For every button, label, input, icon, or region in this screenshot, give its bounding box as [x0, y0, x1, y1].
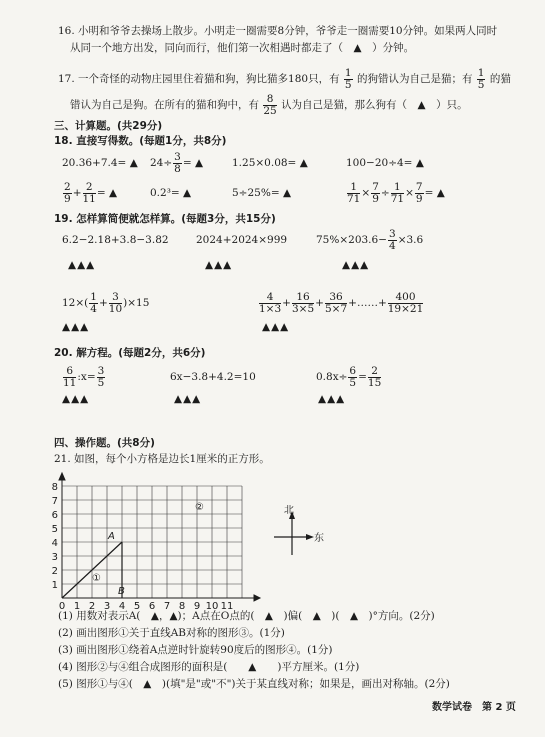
q18-item-5: $\frac{2}{9}$ + $\frac{2}{11}$ = ▲: [64, 180, 118, 205]
q20-item-3: 0.8x÷ $\frac{6}{5}$ = $\frac{2}{15}$: [316, 364, 382, 389]
q18-item-7: 5÷25%= ▲: [232, 187, 292, 199]
q18-item-6: 0.2³= ▲: [150, 187, 192, 199]
q18-item-8: $\frac{1}{71}$ × $\frac{7}{9}$ ÷ $\frac{1}{71}$ × $\frac{7}{9}$ = ▲: [347, 180, 445, 205]
q21-grid-figure: [40, 470, 270, 610]
section4-title: 四、操作题。(共8分): [54, 437, 155, 449]
q16-line1: 16. 小明和爷爷去操场上散步。小明走一圈需要8分钟，爷爷走一圈需要10分钟。如果两人同时: [58, 25, 498, 37]
y-label-6: 6: [51, 510, 58, 521]
q19-item-2: 2024+2024×999: [196, 234, 288, 246]
q17-line1: [58, 66, 511, 92]
q19-item-3: 75%×203.6− $\frac{3}{4}$ ×3.6: [316, 227, 424, 252]
x-label-1: 1: [73, 601, 81, 610]
q17-line2: [70, 92, 468, 118]
axes: [59, 473, 260, 601]
q17-text-d: 错认为自己是狗。在所有的猫和狗中，有: [70, 99, 259, 111]
q21-sub-2: (2) 画出图形①关于直线AB对称的图形③。(1分): [58, 627, 285, 639]
y-label-7: 7: [51, 496, 58, 507]
q17-text-a: 17. 一个奇怪的动物庄园里住着猫和狗，狗比猫多180只，有: [58, 73, 340, 85]
q20-title: 20. 解方程。(每题2分，共6分): [54, 347, 206, 359]
q21-sub-4: (4) 图形②与④组合成图形的面积是( ▲ )平方厘米。(1分): [58, 661, 360, 673]
q21-sub-3: (3) 画出图形①绕着A点逆时针旋转90度后的图形④。(1分): [58, 644, 333, 656]
y-axis-labels: [52, 482, 58, 591]
x-label-2: 2: [88, 601, 96, 610]
point-A-label: A: [108, 531, 115, 542]
y-label-3: 3: [51, 552, 58, 563]
q20-item-1: $\frac{6}{11}$ :x= $\frac{3}{5}$: [63, 364, 105, 389]
q17-text-e: 认为自己是猫，那么狗有（ ▲ ）只。: [281, 99, 468, 111]
x-label-0: 0: [58, 601, 66, 610]
q18-item-3: 1.25×0.08= ▲: [232, 157, 308, 169]
q17-fraction-3: $\frac{8}{25}$: [263, 92, 277, 117]
x-label-7: 7: [163, 601, 171, 610]
q17-text-c: 的猫: [489, 73, 511, 85]
q18-item-2: 24÷ $\frac{3}{8}$ = ▲: [150, 150, 204, 175]
q21-title: 21. 如图，每个小方格是边长1厘米的正方形。: [54, 453, 270, 465]
q20-answer-1: ▲▲▲: [62, 393, 90, 405]
q17-text-b: 的狗错认为自己是猫；有: [356, 73, 473, 85]
q18-item-1: 20.36+7.4= ▲: [62, 157, 138, 169]
q19-item-4: 12×( $\frac{1}{4}$ + $\frac{3}{10}$ )×15: [62, 290, 150, 315]
compass-north-label: 北: [284, 505, 294, 516]
q20-answer-3: ▲▲▲: [318, 393, 346, 405]
y-label-5: 5: [51, 524, 58, 535]
q20-item-2: 6x−3.8+4.2=10: [170, 371, 256, 383]
x-label-6: 6: [148, 601, 156, 610]
q19-answer-5: ▲▲▲: [262, 321, 290, 333]
q19-title: 19. 怎样算简便就怎样算。(每题3分，共15分): [54, 213, 276, 225]
page-footer: 数学试卷 第 2 页: [432, 702, 516, 713]
section3-title: 三、计算题。(共29分): [54, 120, 163, 132]
compass: [270, 505, 330, 565]
q18-title: 18. 直接写得数。(每题1分，共8分): [54, 135, 227, 147]
y-label-2: 2: [51, 566, 58, 577]
q19-answer-2: ▲▲▲: [205, 259, 233, 271]
q21-sub-5: (5) 图形①与④( ▲ )(填"是"或"不")关于某直线对称；如果是，画出对称轴。(2分): [58, 678, 450, 690]
q18-item-4: 100−20÷4= ▲: [346, 157, 424, 169]
point-B-label: B: [118, 586, 125, 597]
q19-answer-1: ▲▲▲: [68, 259, 96, 271]
q19-item-5: $\frac{4}{1\times 3}$ + $\frac{16}{3\times 5}$ + $\frac{36}{5\times 7}$ +……+ $\frac{400}{19\times 21}$: [259, 290, 424, 315]
y-label-1: 1: [51, 580, 58, 591]
q21-sub-1: (1) 用数对表示A( ▲，▲)；A点在O点的( ▲ )偏( ▲ )( ▲ )°方向。(2分): [58, 610, 435, 622]
q19-answer-3: ▲▲▲: [342, 259, 370, 271]
shape-2-label: ②: [195, 502, 204, 513]
compass-east-label: 东: [314, 533, 324, 544]
x-label-10: 10: [205, 601, 219, 610]
q19-item-1: 6.2−2.18+3.8−3.82: [62, 234, 169, 246]
x-label-4: 4: [118, 601, 126, 610]
q16-line2: 从同一个地方出发，同向而行，他们第一次相遇时都走了（ ▲ ）分钟。: [70, 42, 415, 54]
grid-lines: [62, 486, 242, 598]
compass-east-arrow: [306, 534, 314, 540]
q19-answer-4: ▲▲▲: [62, 321, 90, 333]
x-label-11: 11: [220, 601, 234, 610]
x-label-3: 3: [103, 601, 111, 610]
shape-1-label: ①: [92, 573, 101, 584]
q17-fraction-1: $\frac{1}{5}$: [344, 66, 352, 91]
y-label-4: 4: [51, 538, 58, 549]
x-label-9: 9: [193, 601, 201, 610]
y-label-8: 8: [51, 482, 58, 493]
x-label-5: 5: [133, 601, 141, 610]
q17-fraction-2: $\frac{1}{5}$: [477, 66, 485, 91]
x-label-8: 8: [178, 601, 186, 610]
q20-answer-2: ▲▲▲: [174, 393, 202, 405]
